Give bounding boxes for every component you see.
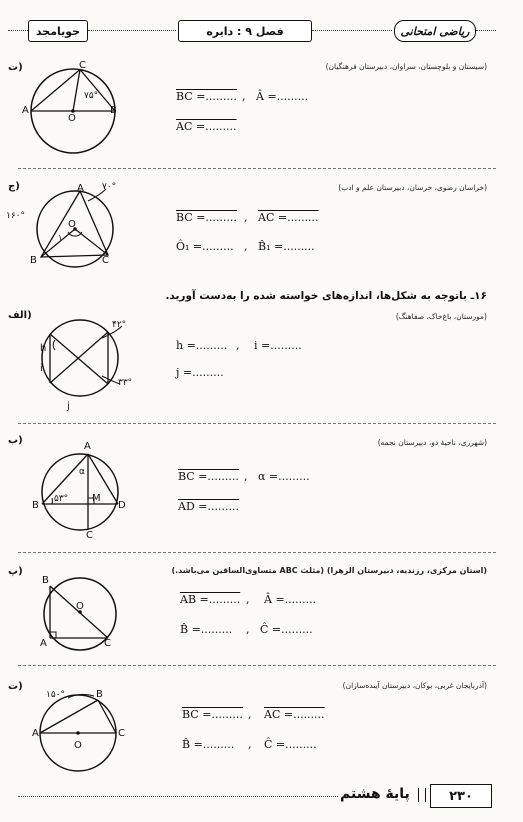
alpha-label: α (79, 467, 85, 477)
section-source: (آذربایجان غربی، بوکان، دبیرستان آینده‌سازان) (342, 681, 487, 690)
point-C: C (86, 530, 93, 541)
point-C: C (104, 638, 111, 649)
page-number: ۲۳۰ (449, 788, 473, 804)
point-B: B (32, 500, 39, 511)
section-tag: ب) (8, 435, 23, 446)
point-B: B (110, 105, 117, 116)
equation-alpha: α =......... (258, 470, 310, 483)
equation-j: j =......... (176, 366, 224, 379)
equation-a: Â =......... (256, 90, 309, 103)
section-tag: ج) (8, 181, 20, 192)
angle-33-label: ۳۳° (118, 378, 133, 388)
section-source: (استان مرکزی، رزندیه، دبیرستان الزهرا) (مثلث ABC متساوی‌الساقین می‌باشد.) (171, 566, 487, 575)
point-D: D (118, 500, 126, 511)
equation-ac: AC =......... (176, 120, 237, 133)
section-tag: ت) (8, 62, 23, 73)
section-tag: پ) (8, 566, 23, 577)
angle-top-label: ۷۰° (102, 182, 117, 192)
comma: , (242, 90, 246, 103)
comma: , (244, 470, 248, 483)
section-source: (خراسان رضوی، خرسان، دبیرستان علم و ادب) (338, 183, 487, 192)
point-C: C (79, 60, 86, 71)
label-j: j (67, 401, 70, 412)
label-i: i (40, 363, 43, 374)
angle-label: ۱۵۰° (46, 690, 66, 700)
equation-o1: Ô₁ =......... (176, 240, 234, 253)
point-O: O (76, 601, 84, 612)
chapter-box (178, 20, 312, 42)
point-O: O (68, 219, 76, 230)
footer-mark (418, 788, 426, 802)
equation-c: Ĉ =......... (260, 623, 313, 636)
comma: , (246, 593, 250, 606)
angle-label: ۵۳° (54, 494, 69, 504)
figure-circle-2 (28, 185, 128, 275)
header-rule-right (476, 30, 496, 31)
equation-ab: AB =......... (180, 593, 241, 606)
angle-left-label: ۱۶۰° (6, 211, 26, 221)
section-tag: ت) (8, 681, 23, 692)
divider (18, 423, 496, 424)
divider (18, 665, 496, 666)
comma: , (248, 738, 252, 751)
point-O: O (74, 740, 82, 751)
comma: , (236, 339, 240, 352)
divider (18, 168, 496, 169)
equation-i: i =......... (254, 339, 302, 352)
section-source: (سیستان و بلوچستان، سراوان، دبیرستان فرهنگیان) (325, 62, 487, 71)
equation-c: Ĉ =......... (264, 738, 317, 751)
book-title: ریاضی امتحانی (400, 24, 470, 38)
point-C: C (102, 255, 109, 266)
comma: , (248, 708, 252, 721)
point-B: B (42, 575, 49, 586)
page-number-box (430, 784, 492, 808)
point-A: A (77, 183, 84, 194)
question-text (165, 290, 487, 302)
equation-ac: AC =......... (258, 211, 319, 224)
equation-bc: BC =......... (176, 90, 237, 103)
section-source: (شهرری، ناحیهٔ دو، دبیرستان نجمه) (377, 438, 487, 447)
question-body: باتوجه به شکل‌ها، اندازه‌های خواسته شده را به‌دست آورید. (165, 290, 467, 302)
footer-rule (18, 796, 338, 797)
section-tag: الف) (8, 310, 32, 321)
angle-label: ۷۵° (84, 91, 99, 101)
header-rule-left (8, 30, 28, 31)
point-A: A (40, 638, 47, 649)
equation-ac: AC =......... (264, 708, 325, 721)
point-B: B (30, 255, 37, 266)
comma: , (244, 211, 248, 224)
comma: , (246, 623, 250, 636)
figure-circle-4 (30, 446, 130, 538)
grade-label: پایۀ هشتم (340, 786, 410, 802)
divider (18, 552, 496, 553)
point-O: O (68, 113, 76, 124)
book-box (394, 20, 476, 42)
equation-bc: BC =......... (178, 470, 239, 483)
section-source: (مورستان، باغ‌خاک، صفاهنگ) (395, 312, 487, 321)
label-h: h (40, 343, 47, 354)
point-A: A (32, 728, 39, 739)
angle-42-label: ۴۲° (112, 320, 127, 330)
header-rule-mid1 (88, 30, 176, 31)
point-A: A (22, 105, 29, 116)
equation-b1: B̂₁ =......... (258, 240, 315, 253)
point-M: M (92, 493, 101, 504)
chapter-title: فصل ۹ : دایره (206, 24, 284, 38)
equation-b: B̂ =......... (180, 623, 233, 636)
equation-bc: BC =......... (176, 211, 237, 224)
question-number: ۱۶ـ (470, 290, 487, 302)
equation-bc: BC =......... (182, 708, 243, 721)
figure-circle-6 (30, 688, 130, 778)
index-one: ۱ (58, 233, 63, 242)
equation-a: Â =......... (264, 593, 317, 606)
point-C: C (118, 728, 125, 739)
equation-b: B̂ =......... (182, 738, 235, 751)
point-B: B (96, 689, 103, 700)
brand-label: جویامجد (35, 24, 81, 38)
brand-box (28, 20, 88, 42)
header-rule-mid2 (312, 30, 392, 31)
equation-h: h =......... (176, 339, 228, 352)
equation-ad: AD =......... (178, 500, 239, 513)
comma: , (244, 240, 248, 253)
point-A: A (84, 441, 91, 452)
